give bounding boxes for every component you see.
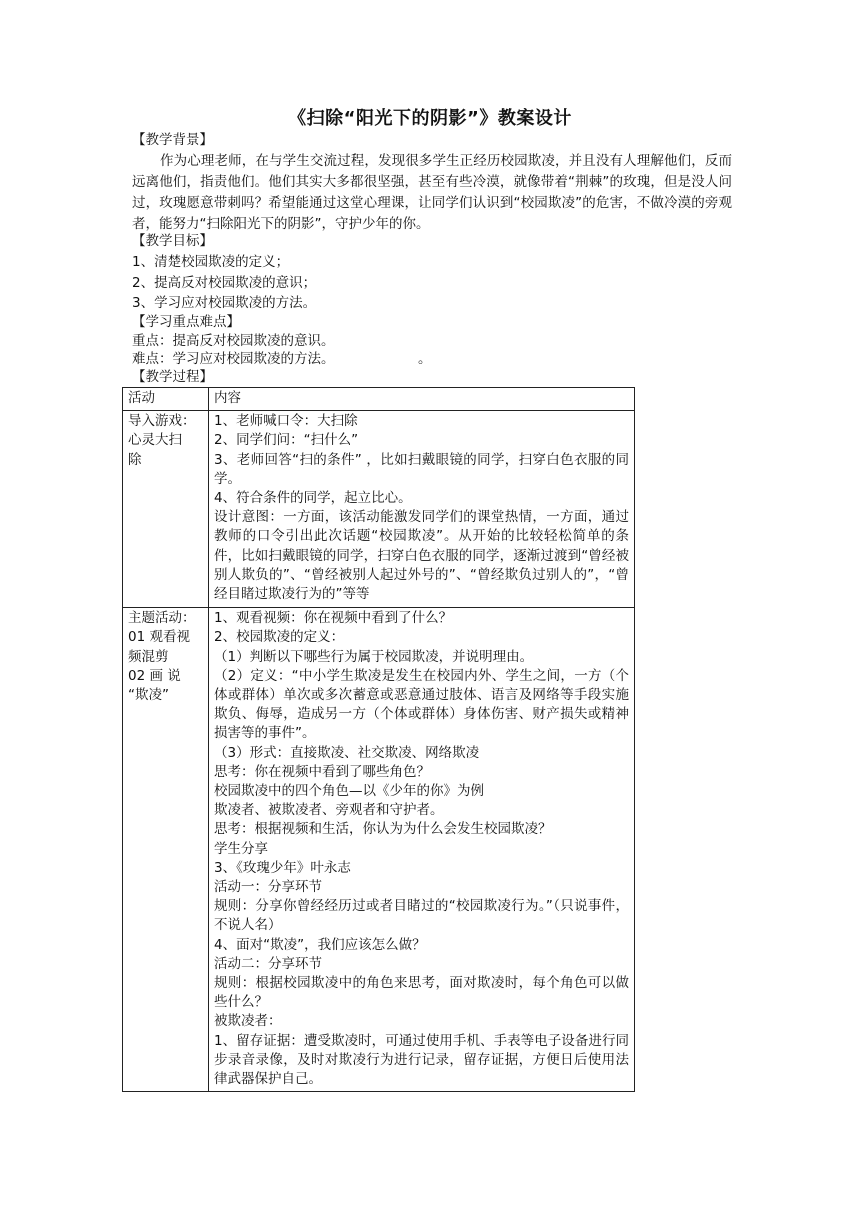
- content-line: 2、校园欺凌的定义：: [214, 629, 345, 646]
- content-line: 学生分享: [214, 840, 268, 857]
- activity-line: 除: [128, 451, 142, 468]
- content-line: 1、留存证据：遭受欺凌时，可通过使用手机、手表等电子设备进行同步录音录像，及时对欺凌行为进行记录，留存证据，方便日后使用法律武器保护自己。: [214, 1032, 629, 1088]
- content-line: 1、老师喊口令：大扫除: [214, 413, 358, 430]
- goal-item: 1、清楚校园欺凌的定义；: [132, 254, 290, 270]
- content-line: （2）定义：“中小学生欺凌是发生在校园内外、学生之间，一方（个体或群体）单次或多次蓄意或恶意通过肢体、语言及网络等手段实施欺负、侮辱，造成另一方（个体或群体）身体伤害、财产损失或精神损害等的事件”。: [214, 667, 629, 742]
- activity-cell: [123, 411, 209, 608]
- background-heading: 【教学背景】: [132, 132, 213, 148]
- table-row: [123, 608, 635, 1092]
- content-line: 欺凌者、被欺凌者、旁观者和守护者。: [214, 802, 444, 819]
- difficulty-point: 难点：学习应对校园欺凌的方法。: [132, 351, 335, 367]
- content-line: 3、老师回答“扫的条件” ，比如扫戴眼镜的同学，扫穿白色衣服的同学。: [214, 451, 629, 487]
- process-table: [122, 387, 635, 1092]
- content-line: 规则：分享你曾经经历过或者目睹过的“校园欺凌行为。”（只说事件，不说人名）: [214, 898, 629, 934]
- content-line: 设计意图：一方面，该活动能激发同学们的课堂热情，一方面，通过教师的口令引出此次话题“校园欺凌”。从开始的比较轻松简单的条件，比如扫戴眼镜的同学，扫穿白色衣服的同学，逐渐过渡到“曾经被别人欺负的”、“曾经被别人起过外号的”、“曾经欺负过别人的”，“曾经目睹过欺凌行为的”等等: [214, 509, 629, 603]
- content-line: 4、面对“欺凌”，我们应该怎么做？: [214, 936, 426, 953]
- content-line: 活动二：分享环节: [214, 955, 322, 972]
- content-line: 3、《玫瑰少年》叶永志: [214, 859, 351, 876]
- content-line: 思考：你在视频中看到了哪些角色？: [214, 763, 430, 780]
- header-activity: 活动: [123, 388, 209, 411]
- activity-line: 主题活动：: [128, 610, 196, 627]
- document-title: 《扫除“阳光下的阴影”》教案设计: [288, 108, 572, 129]
- content-cell: [209, 411, 635, 608]
- activity-line: 心灵大扫: [128, 432, 182, 449]
- process-heading: 【教学过程】: [132, 369, 213, 385]
- goal-item: 3、学习应对校园欺凌的方法。: [132, 295, 317, 311]
- content-line: 校园欺凌中的四个角色—以《少年的你》为例: [214, 783, 484, 800]
- content-line: 活动一：分享环节: [214, 879, 322, 896]
- focus-point: 重点：提高反对校园欺凌的意识。: [132, 333, 335, 349]
- table-header-row: [123, 388, 635, 411]
- background-paragraph: [132, 151, 732, 235]
- content-line: （1）判断以下哪些行为属于校园欺凌，并说明理由。: [214, 648, 534, 665]
- table-row: [123, 411, 635, 608]
- content-line: 规则：根据校园欺凌中的角色来思考，面对欺凌时，每个角色可以做些什么？: [214, 975, 629, 1011]
- keypoints-heading: 【学习重点难点】: [132, 314, 240, 330]
- activity-line: “欺凌”: [128, 687, 169, 704]
- content-line: 思考：根据视频和生活，你认为为什么会发生校园欺凌？: [214, 821, 552, 838]
- header-content: 内容: [209, 388, 635, 411]
- goals-heading: 【教学目标】: [132, 233, 213, 249]
- content-cell: [209, 608, 635, 1092]
- activity-line: 02 画 说: [128, 667, 181, 684]
- goal-item: 2、提高反对校园欺凌的意识；: [132, 275, 317, 291]
- content-line: （3）形式：直接欺凌、社交欺凌、网络欺凌: [214, 744, 480, 761]
- activity-line: 01 观看视: [128, 629, 190, 646]
- activity-cell: [123, 608, 209, 1092]
- stray-mark: 。: [418, 351, 432, 367]
- activity-line: 频混剪: [128, 648, 169, 665]
- content-line: 4、符合条件的同学，起立比心。: [214, 490, 412, 507]
- background-text: 作为心理老师，在与学生交流过程，发现很多学生正经历校园欺凌，并且没有人理解他们，反而远离他们，指责他们。他们其实大多都很坚强，甚至有些冷漠，就像带着“荆棘”的玫瑰，但是没人问过，玫瑰愿意带刺吗？希望能通过这堂心理课，让同学们认识到“校园欺凌”的危害，不做冷漠的旁观者，能努力“扫除阳光下的阴影”，守护少年的你。: [132, 153, 732, 232]
- activity-line: 导入游戏：: [128, 413, 196, 430]
- content-line: 2、同学们问：“扫什么”: [214, 432, 359, 449]
- content-line: 1、观看视频：你在视频中看到了什么？: [214, 610, 453, 627]
- content-line: 被欺凌者：: [214, 1013, 282, 1030]
